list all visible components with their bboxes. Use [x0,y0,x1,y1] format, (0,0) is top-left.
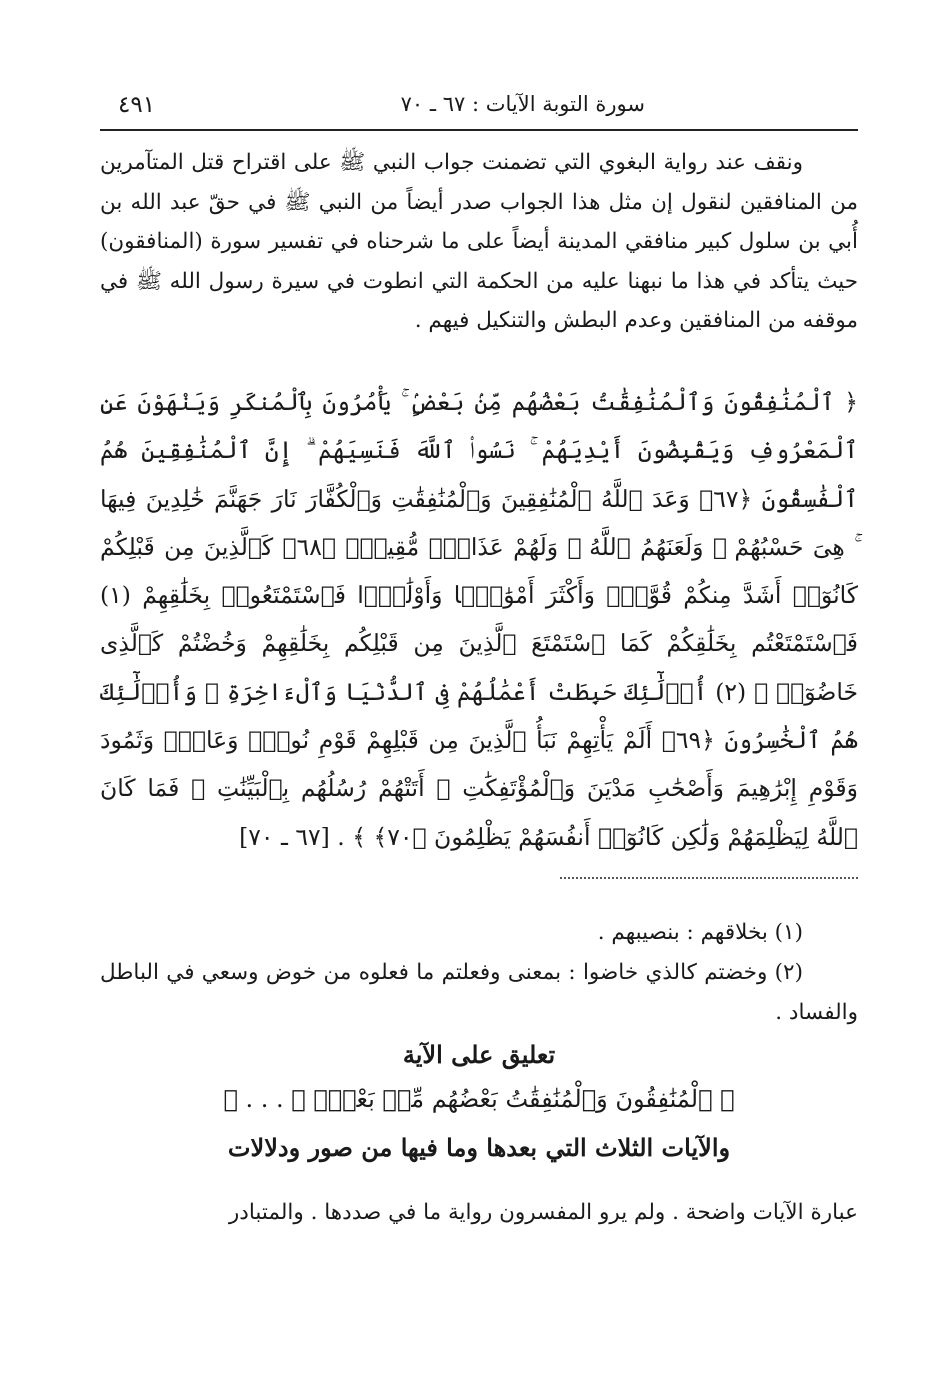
verses-text: ﴿ ٱلْمُنَٰفِقُونَ وَٱلْمُنَٰفِقَٰتُ بَعْضُهُم مِّنۢ بَعْضٍۢ ۚ يَأْمُرُونَ بِٱلْمُنكَرِ وَيَنْهَوْنَ عَنِ ٱلْمَعْرُوفِ وَيَقْبِضُونَ أَيْدِيَهُمْ ۚ نَسُوا۟ ٱللَّهَ فَنَسِيَهُمْ ۗ إِنَّ ٱلْمُنَٰفِقِينَ هُمُ ٱلْفَٰسِقُونَ ﴿٦٧﴾ وَعَدَ ٱللَّهُ ٱلْمُنَٰفِقِينَ وَٱلْمُنَٰفِقَٰتِ وَٱلْكُفَّارَ نَارَ جَهَنَّمَ خَٰلِدِينَ فِيهَا ۚ هِىَ حَسْبُهُمْ ۚ وَلَعَنَهُمُ ٱللَّهُ ۖ وَلَهُمْ عَذَابٌۭ مُّقِيمٌۭ ﴿٦٨﴾ كَٱلَّذِينَ مِن قَبْلِكُمْ كَانُوٓا۟ أَشَدَّ مِنكُمْ قُوَّةًۭ وَأَكْثَرَ أَمْوَٰلًۭا وَأَوْلَٰدًۭا فَٱسْتَمْتَعُوا۟ بِخَلَٰقِهِمْ (١) فَٱسْتَمْتَعْتُم بِخَلَٰقِكُمْ كَمَا ٱسْتَمْتَعَ ٱلَّذِينَ مِن قَبْلِكُم بِخَلَٰقِهِمْ وَخُضْتُمْ كَٱلَّذِى خَاضُوٓا۟ ۚ (٢) أُو۟لَٰٓئِكَ حَبِطَتْ أَعْمَٰلُهُمْ فِى ٱلدُّنْيَا وَٱلْءَاخِرَةِ ۖ وَأُو۟لَٰٓئِكَ هُمُ ٱلْخَٰسِرُونَ ﴿٦٩﴾ أَلَمْ يَأْتِهِمْ نَبَأُ ٱلَّذِينَ مِن قَبْلِهِمْ قَوْمِ نُوحٍۢ وَعَادٍۢ وَثَمُودَ وَقَوْمِ إِبْرَٰهِيمَ وَأَصْحَٰبِ مَدْيَنَ وَٱلْمُؤْتَفِكَٰتِ ۚ أَتَتْهُمْ رُسُلُهُم بِٱلْبَيِّنَٰتِ ۖ فَمَا كَانَ ٱللَّهُ لِيَظْلِمَهُمْ وَلَٰكِن كَانُوٓا۟ أَنفُسَهُمْ يَظْلِمُونَ ﴿٧٠﴾ ﴾ [100,388,859,851]
commentary-subtitle: والآيات الثلاث التي بعدها وما فيها من صور ودلالات [227,1133,731,1162]
quran-verses [100,378,858,861]
commentary-verse-quote: ﴿ ٱلْمُنَٰفِقُونَ وَٱلْمُنَٰفِقَٰتُ بَعْضُهُم مِّنۢ بَعْضٍۢ ۚ . . . ﴾ [223,1085,735,1113]
verses-reference: . [٦٧ ـ ٧٠] [239,822,345,851]
footnote-separator [560,877,858,879]
commentary-title: تعليق على الآية [402,1040,556,1069]
footnote-2: (٢) وخضتم كالذي خاضوا : بمعنى وفعلتم ما فعلوه من خوض وسعي في الباطل والفساد . [100,960,858,1025]
footnotes [100,913,858,1033]
page-number: ٤٩١ [118,92,156,118]
intro-paragraph: ونقف عند رواية البغوي التي تضمنت جواب النبي ﷺ على اقتراح قتل المتآمرين من المنافقين لنقول إن مثل هذا الجواب صدر أيضاً من النبي ﷺ في حقّ عبد الله بن أُبي بن سلول كبير منافقي المدينة أيضاً على ما شرحناه في تفسير سورة (المنافقون) حيث يتأكد في هذا ما نبهنا عليه من الحكمة التي انطوت في سيرة رسول الله ﷺ في موقفه من المنافقين وعدم البطش والتنكيل فيهم . [100,150,858,333]
commentary-paragraph-block [100,1193,858,1233]
running-header [100,86,855,126]
header-divider [100,129,858,131]
intro-paragraph-block [100,143,858,341]
quran-verses-block [100,378,858,861]
commentary-paragraph: عبارة الآيات واضحة . ولم يرو المفسرون رواية ما في صددها . والمتبادر [228,1200,858,1225]
surah-title: سورة التوبة الآيات : ٦٧ ـ ٧٠ [400,92,645,116]
footnote-1: (١) بخلاقهم : بنصيبهم . [597,920,803,945]
